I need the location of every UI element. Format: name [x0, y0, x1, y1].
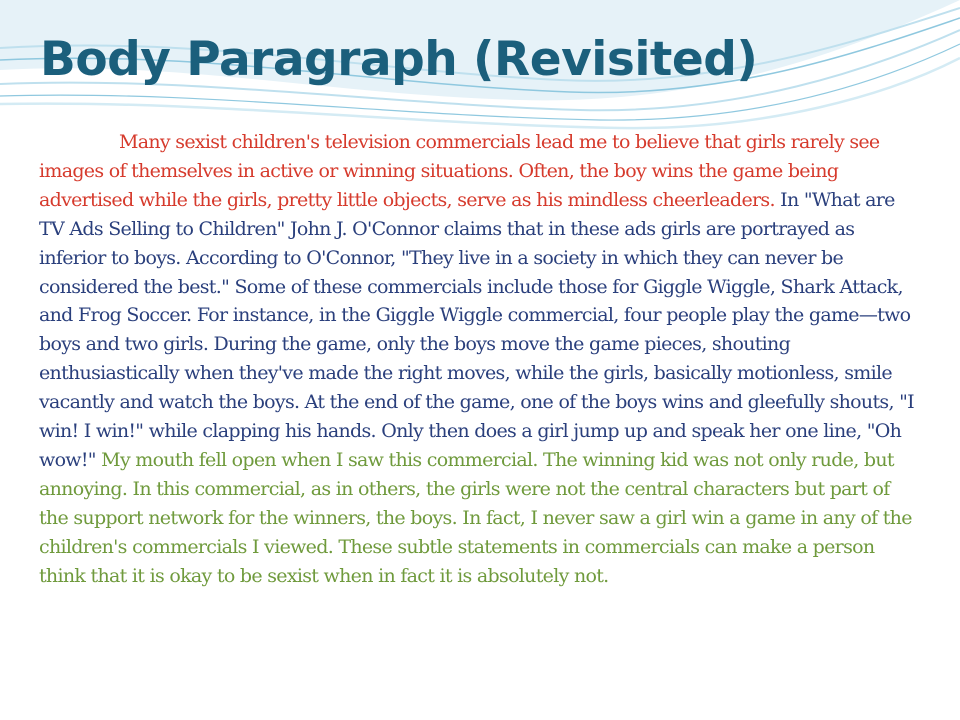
evidence-text: In "What are TV Ads Selling to Children" John J. O'Connor claims that in these ads girls are portrayed as inferior to boys. According to O'Connor, "They live in a society in which they can never be considered the best." Some of these commercials include those for Giggle Wiggle, Shark Attack, and Frog Soccer. For instance, in the Giggle Wiggle commercial, four people play the game—two boys and two girls. During the game, only the boys move the game pieces, shouting enthusiastically when they've made the right moves, while the girls, basically motionless, smile vacantly and watch the boys. At the end of the game, one of the boys wins and gleefully shouts, "I win! I win!" while clapping his hands. Only then does a girl jump up and speak her one line, "Oh wow!" — [39, 188, 914, 471]
topic-sentence: Many sexist children's television commercials lead me to believe that girls rarely see images of themselves in active or winning situations. Often, the boy wins the game being advertised while the girls, pretty little objects, serve as his mindless cheerleaders. — [39, 131, 880, 211]
analysis-text: My mouth fell open when I saw this commercial. The winning kid was not only rude, but annoying. In this commercial, as in others, the girls were not the central characters but part of the support network for the winners, the boys. In fact, I never saw a girl win a game in any of the children's commercials I viewed. These subtle statements in commercials can make a person think that it is okay to be sexist when in fact it is absolutely not. — [39, 448, 912, 587]
page-title: Body Paragraph (Revisited) — [40, 32, 758, 87]
body-paragraph — [39, 128, 915, 591]
